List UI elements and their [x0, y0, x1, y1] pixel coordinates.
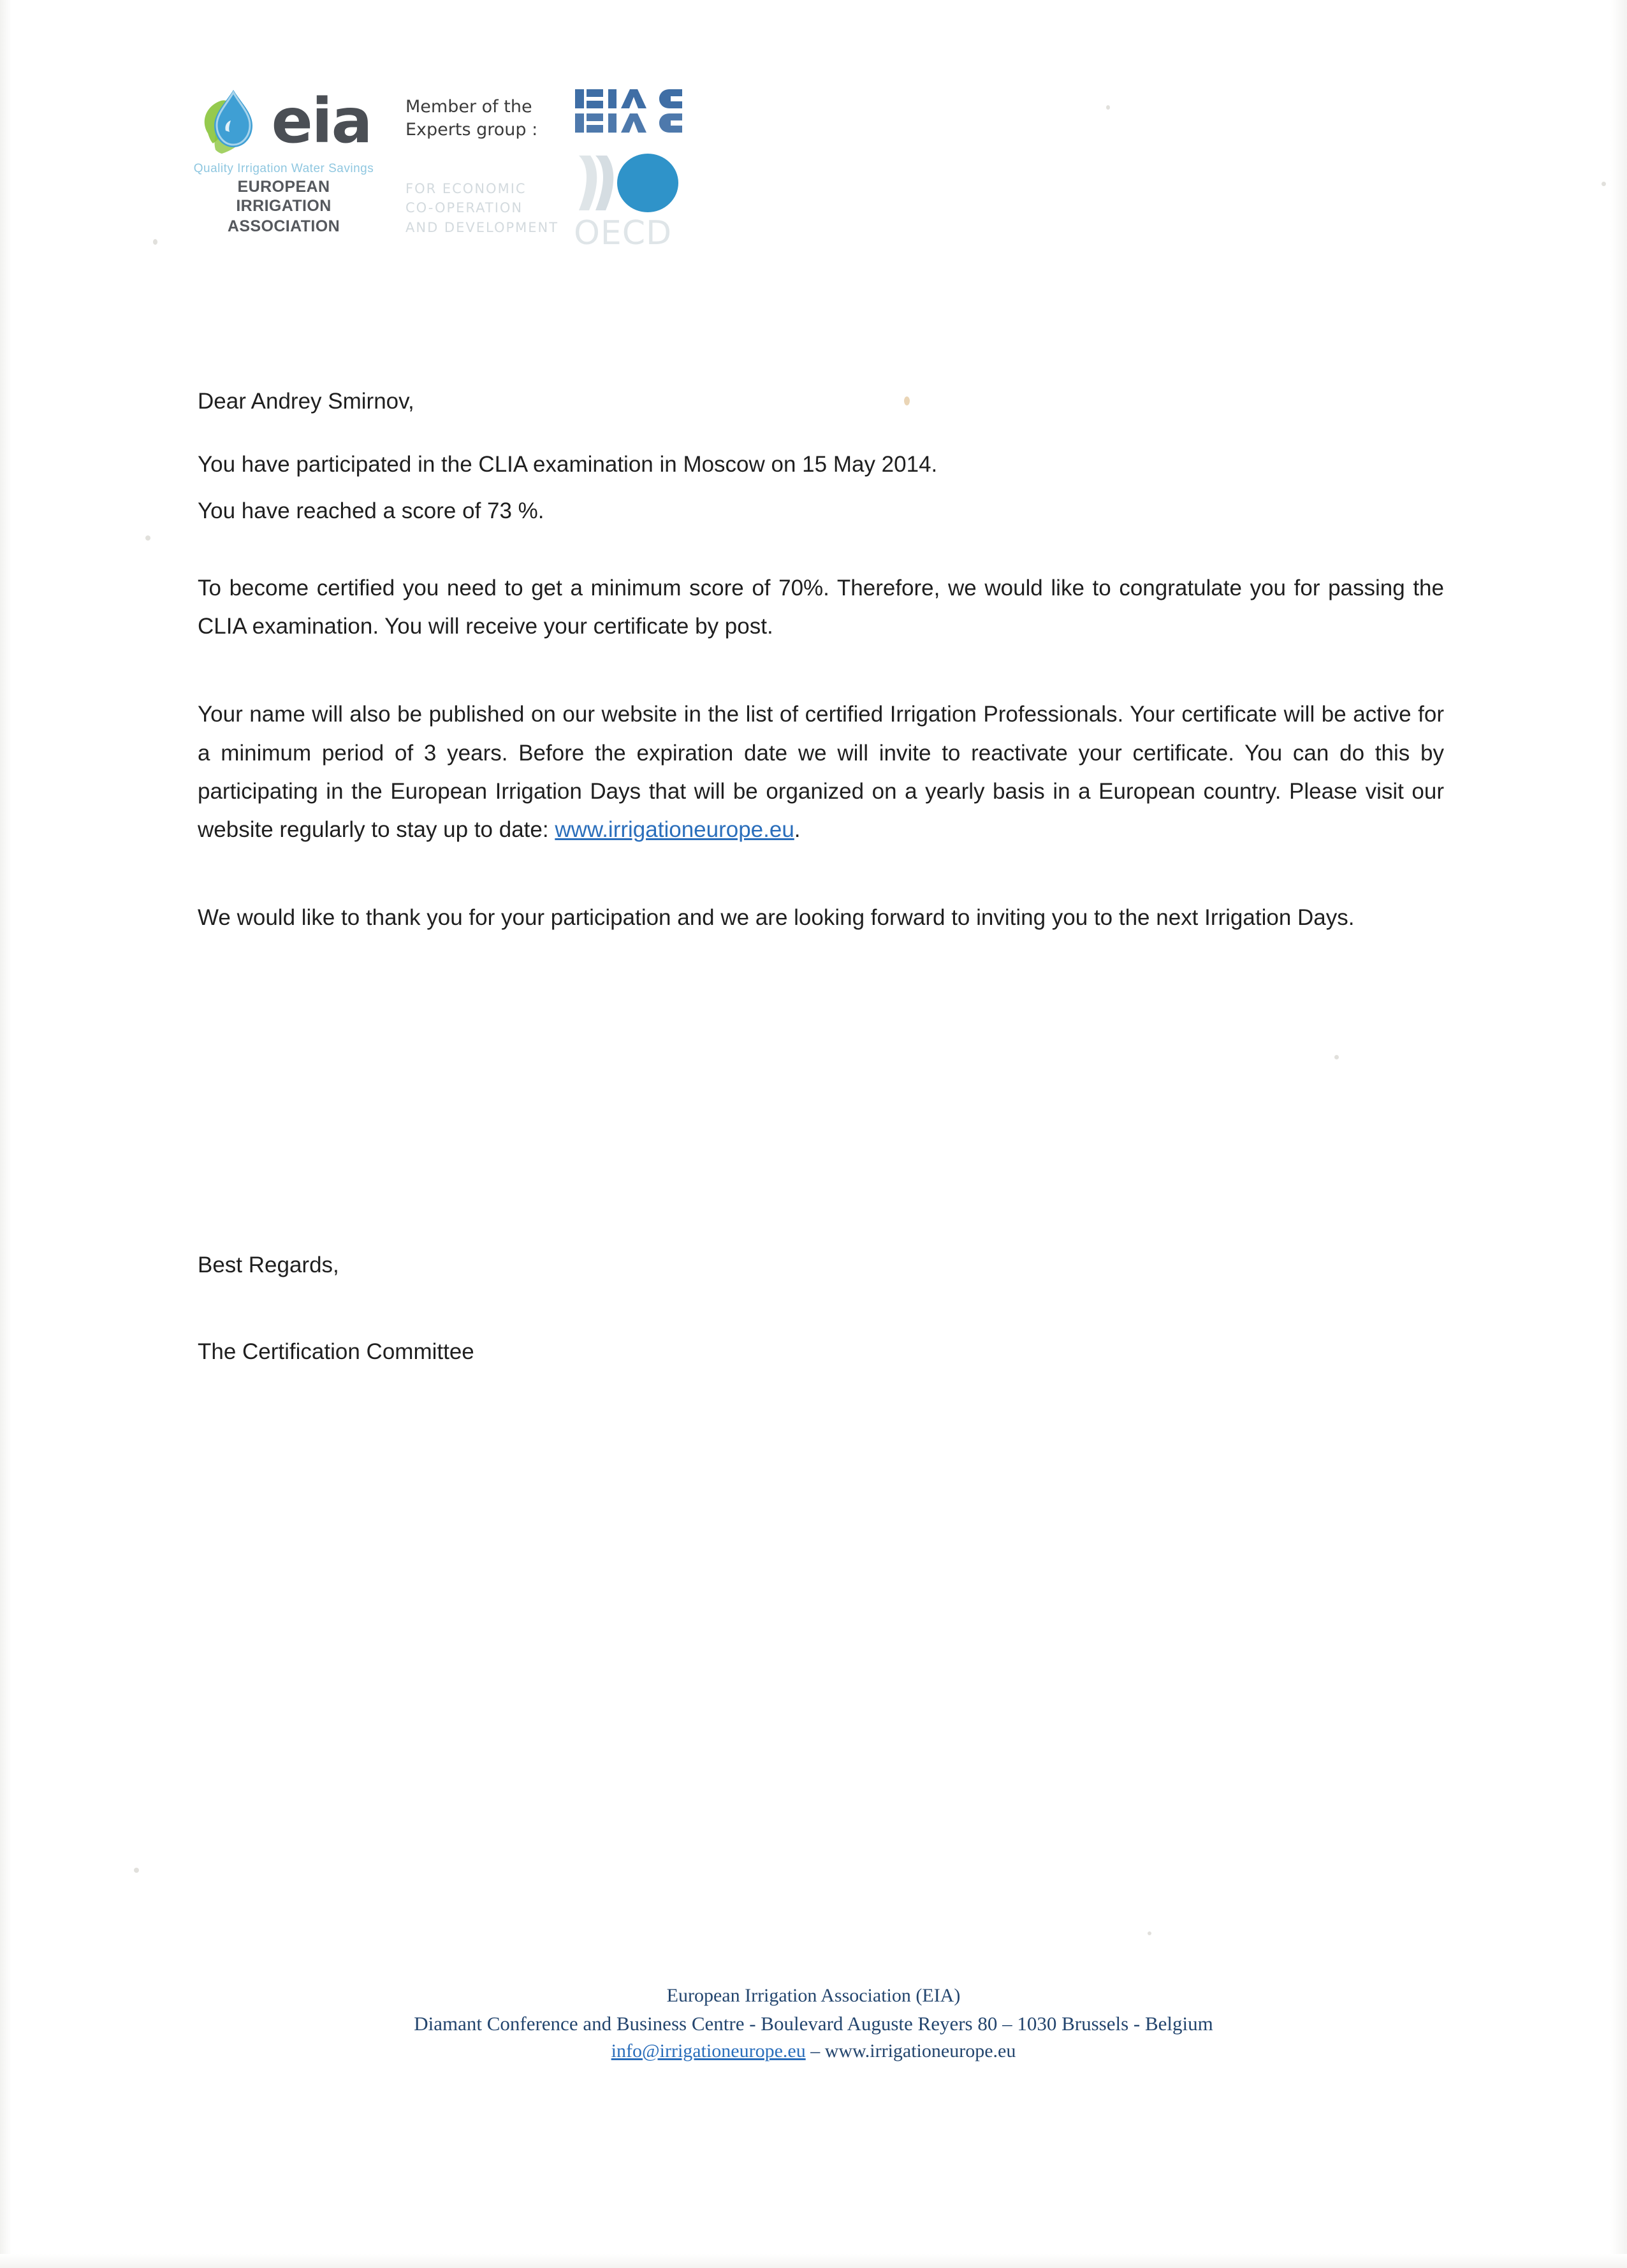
eia-logo — [191, 83, 376, 236]
footer-email-link[interactable]: info@irrigationeurope.eu — [611, 2040, 806, 2061]
biac-logo — [574, 88, 683, 138]
member-note-line2: Experts group : — [405, 120, 538, 140]
paragraph-spacer — [198, 546, 1444, 569]
oecd-caption-line2: CO-OPERATION — [405, 200, 523, 216]
scan-speck — [1601, 182, 1606, 186]
eia-name-line1: EUROPEAN IRRIGATION — [236, 178, 332, 215]
irrigationeurope-link[interactable]: www.irrigationeurope.eu — [555, 817, 794, 842]
paragraph-website-text: Your name will also be published on our website in the list of certified Irrigation Professionals. Your certificate will be active for a minimum period of 3 years. Before the expiration date we will invite to reactivate your certificate. You can do this by participating in the European Irrigation Days that will be organized on a yearly basis in a European country. Please visit our website regularly to stay up to date: — [198, 702, 1444, 842]
oecd-logo — [574, 149, 683, 252]
exam-participation-line: You have participated in the CLIA examination in Moscow on 15 May 2014. — [198, 452, 938, 477]
footer-address: Diamant Conference and Business Centre - Boulevard Auguste Reyers 80 – 1030 Brussels - Belgium — [414, 2012, 1213, 2035]
exam-score-line: You have reached a score of 73 %. — [198, 498, 544, 523]
scan-edge-right — [1610, 0, 1627, 2268]
footer-contact — [0, 2038, 1627, 2065]
member-note-line1: Member of the — [405, 97, 532, 117]
oecd-wordmark: OECD — [574, 214, 673, 252]
footer-website: www.irrigationeurope.eu — [824, 2040, 1016, 2061]
signature-line: The Certification Committee — [198, 1339, 474, 1364]
scan-speck — [1334, 1055, 1339, 1059]
scan-speck — [145, 535, 150, 541]
water-drop-leaf-icon — [196, 84, 268, 159]
scan-edge-bottom — [0, 2254, 1627, 2268]
letter-body — [198, 390, 1444, 964]
paragraph-thanks: We would like to thank you for your participation and we are looking forward to inviting you to the next Irrigation Days. — [198, 905, 1355, 931]
sign-off: Best Regards, — [198, 1253, 339, 1277]
paragraph-spacer — [198, 876, 1444, 899]
letterhead — [191, 83, 683, 252]
scan-speck — [1106, 105, 1110, 110]
paragraph-spacer — [198, 672, 1444, 695]
paragraph-certification: To become certified you need to get a minimum score of 70%. Therefore, we would like to congratulate you for passing the CLIA examination. You will receive your certificate by post. — [198, 576, 1444, 639]
scan-edge-left — [0, 0, 11, 2268]
eia-tagline: Quality Irrigation Water Savings — [193, 162, 374, 175]
salutation: Dear Andrey Smirnov, — [198, 389, 414, 414]
footer-separator: – — [805, 2040, 825, 2061]
eia-name-line2: ASSOCIATION — [227, 217, 340, 235]
scan-speck — [134, 1868, 139, 1873]
eia-logo-mark — [191, 83, 376, 159]
scan-speck — [1148, 1931, 1151, 1935]
member-of-experts-group-note — [405, 83, 565, 237]
footer-organisation: European Irrigation Association (EIA) — [666, 1985, 961, 2006]
scan-speck — [153, 239, 157, 245]
paragraph-website-period: . — [794, 817, 801, 842]
oecd-caption-line1: FOR ECONOMIC — [405, 180, 527, 196]
page-footer — [0, 1982, 1627, 2065]
partner-logos — [574, 83, 683, 252]
paragraph-website — [198, 695, 1444, 849]
eia-wordmark: eia — [271, 85, 372, 157]
oecd-caption-line3: AND DEVELOPMENT — [405, 219, 559, 235]
